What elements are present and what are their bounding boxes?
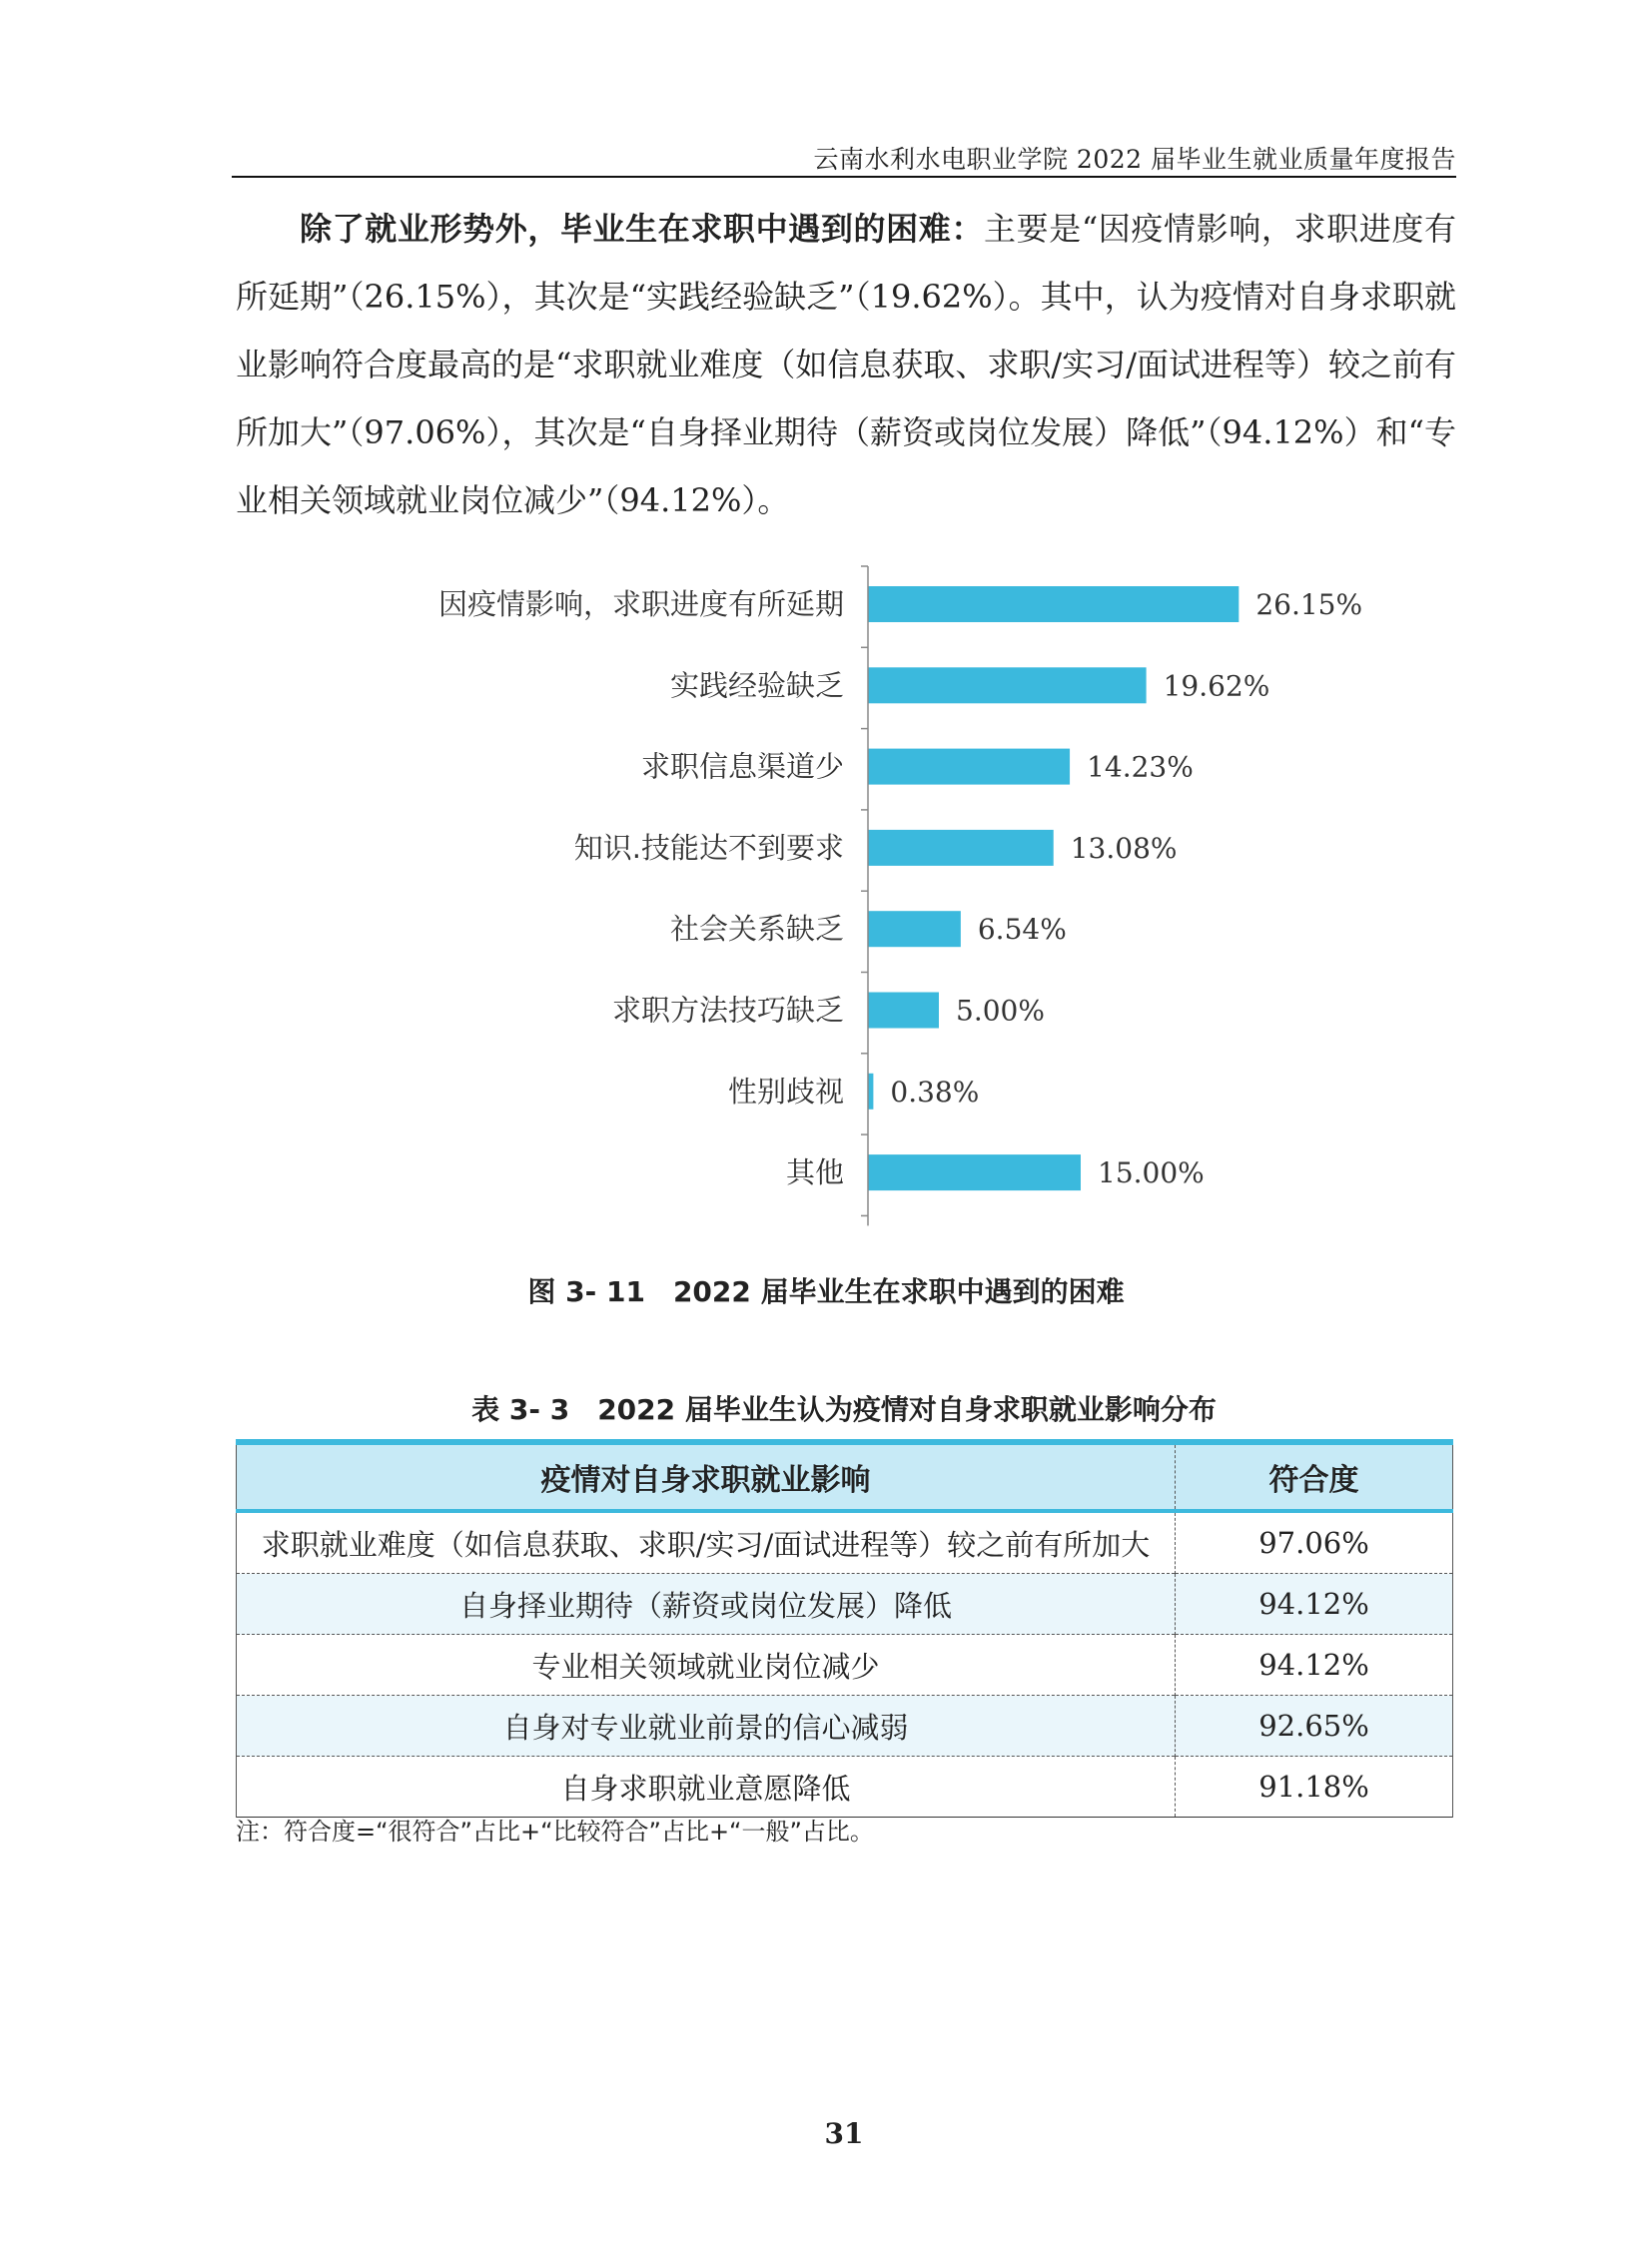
paragraph-body: 主要是“因疫情影响，求职进度有所延期”（26.15%），其次是“实践经验缺乏”（19.62%）。其中，认为疫情对自身求职就业影响符合度最高的是“求职就业难度（如信息获取、求职/实习/面试进程等）较之前有所加大”（97.06%），其次是“自身择业期待（薪资或岗位发展）降低”（94.12%）和“专业相关领域就业岗位减少”（94.12%）。 bbox=[236, 210, 1456, 519]
rate-cell: 94.12% bbox=[1176, 1635, 1453, 1696]
report-header: 云南水利水电职业学院 2022 届毕业生就业质量年度报告 bbox=[813, 145, 1456, 174]
column-header-impact: 疫情对自身求职就业影响 bbox=[237, 1445, 1176, 1511]
category-label: 其他 bbox=[785, 1155, 844, 1190]
impact-cell: 专业相关领域就业岗位减少 bbox=[237, 1635, 1176, 1696]
value-label: 14.23% bbox=[1087, 750, 1194, 784]
impact-cell: 自身择业期待（薪资或岗位发展）降低 bbox=[237, 1574, 1176, 1635]
table-row bbox=[237, 1511, 1453, 1574]
rate-cell: 92.65% bbox=[1176, 1696, 1453, 1757]
bar bbox=[868, 749, 1070, 785]
rate-cell: 91.18% bbox=[1176, 1757, 1453, 1818]
category-label: 因疫情影响，求职进度有所延期 bbox=[437, 587, 844, 621]
bar bbox=[868, 830, 1054, 866]
value-label: 6.54% bbox=[977, 913, 1067, 947]
impact-table bbox=[236, 1439, 1453, 1818]
bar bbox=[868, 667, 1147, 703]
impact-cell: 自身求职就业意愿降低 bbox=[237, 1757, 1176, 1818]
category-label: 求职信息渠道少 bbox=[640, 749, 844, 784]
bar bbox=[868, 993, 939, 1029]
category-label: 性别歧视 bbox=[727, 1074, 844, 1109]
table-note: 注：符合度=“很符合”占比+“比较符合”占比+“一般”占比。 bbox=[236, 1818, 874, 1846]
impact-cell: 自身对专业就业前景的信心减弱 bbox=[237, 1696, 1176, 1757]
bar bbox=[868, 586, 1239, 622]
bar bbox=[868, 911, 961, 947]
category-label: 知识.技能达不到要求 bbox=[573, 830, 844, 865]
value-label: 5.00% bbox=[956, 994, 1045, 1028]
table-header-row bbox=[237, 1445, 1453, 1511]
table-row bbox=[237, 1757, 1453, 1818]
page-number: 31 bbox=[824, 2117, 864, 2150]
impact-cell: 求职就业难度（如信息获取、求职/实习/面试进程等）较之前有所加大 bbox=[237, 1511, 1176, 1574]
rate-cell: 94.12% bbox=[1176, 1574, 1453, 1635]
column-header-rate: 符合度 bbox=[1176, 1445, 1453, 1511]
bar bbox=[868, 1074, 873, 1110]
paragraph-lead: 除了就业形势外，毕业生在求职中遇到的困难： bbox=[300, 210, 984, 248]
category-label: 实践经验缺乏 bbox=[669, 668, 844, 703]
value-label: 0.38% bbox=[890, 1075, 980, 1109]
value-label: 26.15% bbox=[1255, 588, 1363, 621]
difficulty-bar-chart bbox=[0, 559, 1652, 1238]
value-label: 15.00% bbox=[1098, 1156, 1205, 1190]
header-divider bbox=[232, 176, 1456, 178]
rate-cell: 97.06% bbox=[1176, 1511, 1453, 1574]
figure-caption: 图 3- 11 2022 届毕业生在求职中遇到的困难 bbox=[527, 1275, 1125, 1308]
category-label: 求职方法技巧缺乏 bbox=[611, 993, 844, 1028]
table-row bbox=[237, 1696, 1453, 1757]
bar bbox=[868, 1154, 1081, 1190]
table-row bbox=[237, 1574, 1453, 1635]
table-row bbox=[237, 1635, 1453, 1696]
value-label: 13.08% bbox=[1070, 831, 1178, 865]
body-paragraph bbox=[236, 195, 1456, 534]
category-label: 社会关系缺乏 bbox=[669, 912, 844, 947]
value-label: 19.62% bbox=[1163, 669, 1270, 703]
table-caption: 表 3- 3 2022 届毕业生认为疫情对自身求职就业影响分布 bbox=[471, 1393, 1217, 1426]
